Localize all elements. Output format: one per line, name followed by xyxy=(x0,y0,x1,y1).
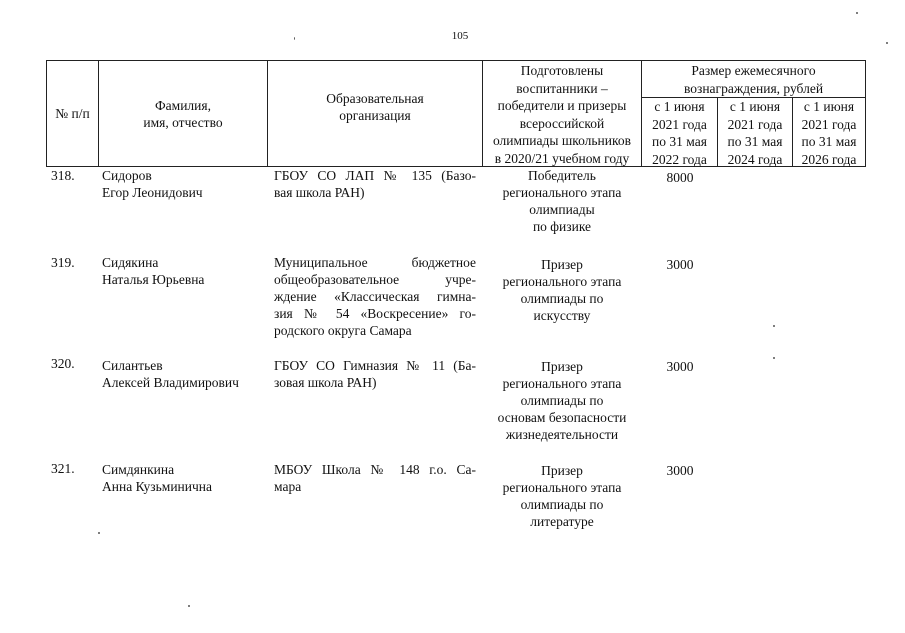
header-num-label: № п/п xyxy=(55,106,90,121)
scan-speck xyxy=(773,325,775,327)
header-reward-line: Размер ежемесячного xyxy=(691,63,816,78)
header-period-line: по 31 мая xyxy=(652,134,707,149)
row-achievement-line: олимпиады xyxy=(529,202,595,217)
row-org-line: зовая школа РАН) xyxy=(274,375,377,390)
row-achievement-line: литературе xyxy=(530,514,594,529)
row-org-line: ждение «Классическая гимна- xyxy=(274,289,476,304)
scan-speck xyxy=(886,42,888,44)
row-org-line: общеобразовательное учре- xyxy=(274,272,476,287)
row-achievement-line: основам безопасности xyxy=(497,410,627,425)
row-achievement-line: искусству xyxy=(533,308,591,323)
row-organization xyxy=(274,254,476,339)
row-org-line: МБОУ Школа № 148 г.о. Са- xyxy=(274,462,476,477)
header-period-line: по 31 мая xyxy=(801,134,857,149)
row-organization xyxy=(274,357,476,391)
row-achievement-line: регионального этапа xyxy=(502,480,622,495)
scan-speck xyxy=(773,357,775,359)
row-achievement xyxy=(484,462,640,530)
row-achievement-line: регионального этапа xyxy=(502,274,622,289)
header-period-2 xyxy=(718,98,792,168)
header-org xyxy=(268,61,482,153)
row-achievement-line: регионального этапа xyxy=(502,376,622,391)
scan-speck xyxy=(856,12,858,14)
row-achievement-line: регионального этапа xyxy=(502,185,622,200)
row-achievement-line: Призер xyxy=(541,463,583,478)
row-achievement xyxy=(484,358,640,443)
row-name xyxy=(102,254,272,288)
row-amount: 8000 xyxy=(666,170,694,185)
header-reward xyxy=(642,62,865,97)
row-name-line: Алексей Владимирович xyxy=(102,375,239,390)
header-period-line: с 1 июня xyxy=(729,99,781,114)
row-achievement xyxy=(484,256,640,324)
row-name-line: Симдянкина xyxy=(102,462,175,477)
header-period-line: по 31 мая xyxy=(727,134,783,149)
header-num xyxy=(47,61,98,166)
row-org-line: ГБОУ СО Гимназия № 11 (Ба- xyxy=(274,358,476,373)
header-org-line: Образовательная xyxy=(326,91,424,106)
header-name-line: Фамилия, xyxy=(155,97,211,113)
row-org-line: мара xyxy=(274,479,302,494)
row-achievement-line: олимпиады по xyxy=(520,497,604,512)
row-org-line: ГБОУ СО ЛАП № 135 (Базо- xyxy=(274,168,476,183)
row-number: 318. xyxy=(51,168,75,183)
header-period-line: 2022 года xyxy=(652,151,707,167)
row-org-line: зия № 54 «Воскресение» го- xyxy=(274,306,476,321)
row-name-line: Егор Леонидович xyxy=(102,185,203,200)
scan-speck xyxy=(188,605,190,607)
row-org-line: вая школа РАН) xyxy=(274,185,365,200)
row-achievement-line: олимпиады по xyxy=(520,393,604,408)
row-name-line: Сидякина xyxy=(102,255,159,270)
header-prepared-line: всероссийской xyxy=(519,115,605,131)
row-achievement xyxy=(484,167,640,235)
row-achievement-line: Победитель xyxy=(528,168,596,183)
row-number: 320. xyxy=(51,356,75,371)
header-org-line: организация xyxy=(339,108,411,123)
row-org-line: Муниципальное бюджетное xyxy=(274,255,476,270)
row-name xyxy=(102,357,272,391)
row-achievement-line: Призер xyxy=(541,359,583,374)
row-achievement-line: олимпиады по xyxy=(520,291,604,306)
header-period-3 xyxy=(793,98,865,168)
header-name xyxy=(99,61,267,166)
row-name xyxy=(102,461,272,495)
header-prepared-line: Подготовлены xyxy=(520,63,604,78)
row-amount: 3000 xyxy=(666,463,694,478)
row-org-line: родского округа Самара xyxy=(274,323,412,338)
row-achievement-line: Призер xyxy=(541,257,583,272)
header-period-line: 2021 года xyxy=(727,116,783,132)
row-organization xyxy=(274,461,476,495)
page-number: 105 xyxy=(451,30,469,42)
row-organization xyxy=(274,167,476,201)
header-prepared-line: воспитанники – xyxy=(516,80,608,96)
header-prepared-line: победители и призеры xyxy=(497,98,627,113)
header-period-line: 2024 года xyxy=(727,151,783,167)
row-amount: 3000 xyxy=(666,359,694,374)
row-name-line: Силантьев xyxy=(102,358,163,373)
row-achievement-line: жизнедеятельности xyxy=(505,427,619,442)
row-number: 321. xyxy=(51,461,75,476)
row-name-line: Сидоров xyxy=(102,168,152,183)
row-name-line: Наталья Юрьевна xyxy=(102,272,205,287)
header-reward-line: вознаграждения, рублей xyxy=(683,80,824,96)
header-prepared xyxy=(483,62,641,167)
header-name-line: имя, отчество xyxy=(143,114,223,130)
row-name xyxy=(102,167,272,201)
header-period-line: 2026 года xyxy=(801,151,857,167)
header-prepared-line: в 2020/21 учебном году xyxy=(494,150,630,166)
scan-speck xyxy=(98,532,100,534)
header-prepared-line: олимпиады школьников xyxy=(492,133,631,148)
row-number: 319. xyxy=(51,255,75,270)
scan-speck xyxy=(294,37,295,40)
row-achievement-line: по физике xyxy=(532,219,592,234)
header-period-1 xyxy=(642,98,717,168)
row-name-line: Анна Кузьминична xyxy=(102,479,213,494)
header-period-line: с 1 июня xyxy=(803,99,855,114)
header-period-line: 2021 года xyxy=(652,116,707,132)
header-period-line: с 1 июня xyxy=(654,99,705,114)
header-period-line: 2021 года xyxy=(801,116,857,132)
row-amount: 3000 xyxy=(666,257,694,272)
